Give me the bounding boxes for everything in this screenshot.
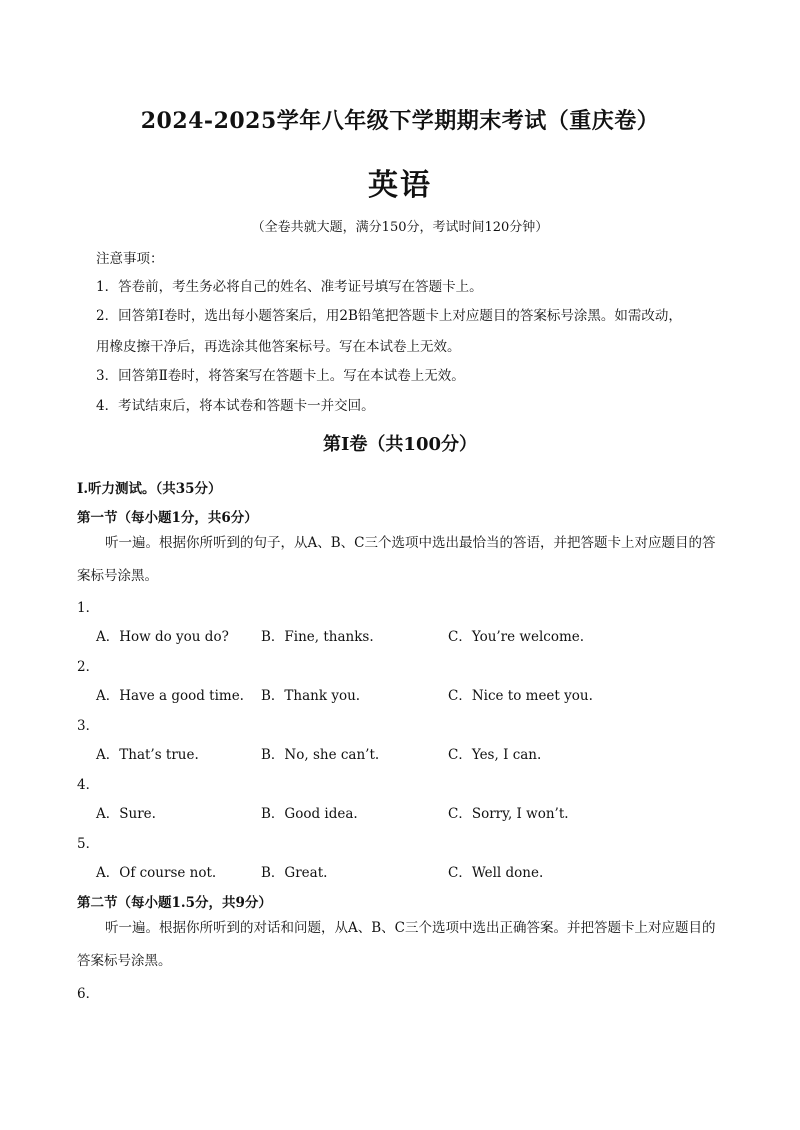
section2-instruction: 听一遍。根据你所听到的对话和问题，从A、B、C三个选项中选出正确答案。并把答题卡上对应题目的答案标号涂黑。: [77, 920, 716, 969]
exam-info: （全卷共就大题，满分150分，考试时间120分钟）: [251, 220, 549, 235]
option-b: B．Good idea.: [261, 806, 358, 822]
section1-instruction: 听一遍。根据你所听到的句子，从A、B、C三个选项中选出最恰当的答语，并把答题卡上对应题目的答案标号涂黑。: [77, 535, 716, 584]
part-title: 第I卷（共100分）: [323, 434, 477, 455]
option-b: B．Great.: [261, 865, 328, 881]
option-c: C．Well done.: [448, 865, 544, 881]
option-a: A．Have a good time.: [96, 688, 244, 704]
notice-item: 4．考试结束后，将本试卷和答题卡一并交回。: [96, 398, 375, 414]
option-b: B．No, she can’t.: [261, 747, 380, 763]
option-b: B．Thank you.: [261, 688, 361, 704]
notice-item-continued: 用橡皮擦干净后，再选涂其他答案标号。写在本试卷上无效。: [96, 339, 461, 355]
option-c: C．Yes, I can.: [448, 747, 542, 763]
option-a: A．How do you do?: [96, 629, 229, 645]
question-number: 6．: [77, 986, 100, 1002]
question-number: 2．: [77, 659, 100, 675]
option-a: A．Sure.: [96, 806, 156, 822]
subject-title: 英语: [368, 168, 432, 203]
exam-title: 2024-2025学年八年级下学期期末考试（重庆卷）: [140, 108, 660, 134]
option-a: A．Of course not.: [96, 865, 217, 881]
question-number: 4．: [77, 777, 100, 793]
notice-heading: 注意事项：: [96, 251, 164, 267]
option-c: C．Sorry, I won’t.: [448, 806, 569, 822]
option-a: A．That’s true.: [96, 747, 199, 763]
notice-item: 2．回答第Ⅰ卷时，选出每小题答案后，用2B铅笔把答题卡上对应题目的答案标号涂黑。如需改动，: [96, 308, 682, 324]
notice-item: 1．答卷前，考生务必将自己的姓名、准考证号填写在答题卡上。: [96, 279, 483, 295]
option-b: B．Fine, thanks.: [261, 629, 374, 645]
notice-item: 3．回答第Ⅱ卷时，将答案写在答题卡上。写在本试卷上无效。: [96, 368, 465, 384]
section-main-heading: I.听力测试。（共35分）: [77, 481, 222, 497]
section1-heading: 第一节（每小题1分，共6分）: [77, 510, 258, 526]
question-number: 1．: [77, 600, 100, 616]
question-number: 3．: [77, 718, 100, 734]
option-c: C．You’re welcome.: [448, 629, 585, 645]
section2-heading: 第二节（每小题1.5分，共9分）: [77, 895, 272, 911]
option-c: C．Nice to meet you.: [448, 688, 593, 704]
question-number: 5．: [77, 836, 100, 852]
